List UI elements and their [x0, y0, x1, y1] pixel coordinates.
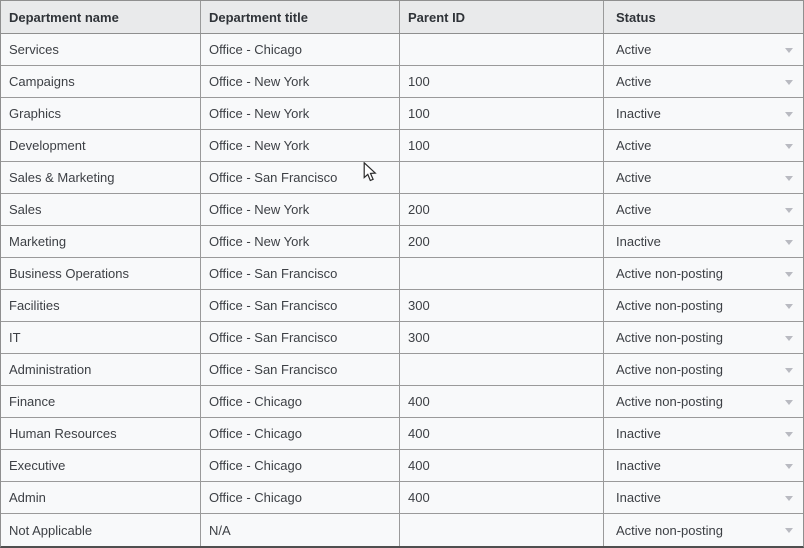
chevron-down-icon [785, 528, 793, 533]
chevron-down-icon [785, 80, 793, 85]
status-select-value: Inactive [616, 106, 661, 121]
parent-id-cell[interactable]: 300 [400, 290, 604, 321]
table-row [1, 514, 803, 546]
status-select[interactable] [604, 34, 803, 65]
table-row [1, 34, 803, 66]
table-header-row [1, 1, 803, 34]
department-title-cell[interactable]: Office - New York [201, 194, 400, 225]
department-name-cell[interactable]: Graphics [1, 98, 201, 129]
department-name-cell[interactable]: Admin [1, 482, 201, 513]
department-name-cell[interactable]: Administration [1, 354, 201, 385]
table-row [1, 354, 803, 386]
table-row [1, 386, 803, 418]
chevron-down-icon [785, 240, 793, 245]
status-select[interactable] [604, 226, 803, 257]
chevron-down-icon [785, 464, 793, 469]
status-select-value: Inactive [616, 234, 661, 249]
department-title-cell[interactable]: Office - New York [201, 130, 400, 161]
status-select[interactable] [604, 322, 803, 353]
chevron-down-icon [785, 176, 793, 181]
chevron-down-icon [785, 336, 793, 341]
table-row [1, 66, 803, 98]
table-body [1, 34, 803, 546]
department-name-cell[interactable]: IT [1, 322, 201, 353]
department-name-cell[interactable]: Sales & Marketing [1, 162, 201, 193]
table-row [1, 162, 803, 194]
table-row [1, 194, 803, 226]
status-select[interactable] [604, 354, 803, 385]
chevron-down-icon [785, 496, 793, 501]
column-header-parent-id: Parent ID [400, 1, 604, 33]
department-name-cell[interactable]: Business Operations [1, 258, 201, 289]
parent-id-cell[interactable]: 100 [400, 98, 604, 129]
department-name-cell[interactable]: Facilities [1, 290, 201, 321]
chevron-down-icon [785, 432, 793, 437]
department-title-cell[interactable]: Office - New York [201, 226, 400, 257]
status-select-value: Active [616, 202, 652, 217]
parent-id-cell[interactable]: 200 [400, 226, 604, 257]
table-row [1, 322, 803, 354]
department-name-cell[interactable]: Sales [1, 194, 201, 225]
status-select-value: Active non-posting [616, 522, 723, 538]
chevron-down-icon [785, 208, 793, 213]
parent-id-cell[interactable] [400, 514, 604, 546]
status-select-value: Inactive [616, 458, 661, 473]
parent-id-cell[interactable]: 400 [400, 482, 604, 513]
status-select[interactable] [604, 194, 803, 225]
table-row [1, 258, 803, 290]
department-title-cell[interactable]: Office - Chicago [201, 34, 400, 65]
parent-id-cell[interactable]: 400 [400, 418, 604, 449]
department-title-cell[interactable]: Office - San Francisco [201, 322, 400, 353]
status-select[interactable] [604, 418, 803, 449]
chevron-down-icon [785, 304, 793, 309]
chevron-down-icon [785, 144, 793, 149]
status-select[interactable] [604, 386, 803, 417]
status-select[interactable] [604, 290, 803, 321]
column-header-department-title: Department title [201, 1, 400, 33]
department-title-cell[interactable]: N/A [201, 514, 400, 546]
parent-id-cell[interactable]: 400 [400, 386, 604, 417]
parent-id-cell[interactable]: 300 [400, 322, 604, 353]
chevron-down-icon [785, 112, 793, 117]
department-name-cell[interactable]: Marketing [1, 226, 201, 257]
table-row [1, 450, 803, 482]
table-row [1, 98, 803, 130]
parent-id-cell[interactable] [400, 162, 604, 193]
status-select-value: Active [616, 170, 652, 185]
chevron-down-icon [785, 272, 793, 277]
parent-id-cell[interactable] [400, 354, 604, 385]
status-select-value: Active non-posting [616, 394, 723, 409]
status-select-value: Inactive [616, 490, 661, 505]
department-name-cell[interactable]: Not Applicable [1, 514, 201, 546]
status-select-value: Active non-posting [616, 362, 723, 377]
department-title-cell[interactable]: Office - San Francisco [201, 162, 400, 193]
status-select-value: Active non-posting [616, 298, 723, 313]
status-select-value: Active [616, 138, 652, 153]
parent-id-cell[interactable]: 100 [400, 66, 604, 97]
table-row [1, 290, 803, 322]
status-select[interactable] [604, 98, 803, 129]
chevron-down-icon [785, 400, 793, 405]
department-title-cell[interactable]: Office - Chicago [201, 450, 400, 481]
parent-id-cell[interactable]: 100 [400, 130, 604, 161]
status-select-value: Inactive [616, 426, 661, 441]
department-name-cell[interactable]: Executive [1, 450, 201, 481]
department-title-cell[interactable]: Office - Chicago [201, 418, 400, 449]
status-select-value: Active non-posting [616, 266, 723, 281]
table-row [1, 130, 803, 162]
table-row [1, 226, 803, 258]
column-header-status: Status [616, 9, 656, 25]
department-title-cell[interactable]: Office - San Francisco [201, 290, 400, 321]
department-title-cell[interactable]: Office - San Francisco [201, 258, 400, 289]
department-title-cell[interactable]: Office - Chicago [201, 386, 400, 417]
department-name-cell[interactable]: Human Resources [1, 418, 201, 449]
status-select-value: Active [616, 74, 652, 89]
status-select[interactable] [604, 130, 803, 161]
department-name-cell[interactable]: Finance [1, 386, 201, 417]
parent-id-cell[interactable] [400, 34, 604, 65]
department-name-cell[interactable]: Development [1, 130, 201, 161]
status-select[interactable] [604, 162, 803, 193]
status-select[interactable] [604, 514, 803, 546]
department-name-cell[interactable]: Services [1, 34, 201, 65]
department-name-cell[interactable]: Campaigns [1, 66, 201, 97]
department-title-cell[interactable]: Office - Chicago [201, 482, 400, 513]
parent-id-cell[interactable] [400, 258, 604, 289]
status-select-value: Active [616, 42, 652, 57]
status-select[interactable] [604, 258, 803, 289]
status-select[interactable] [604, 450, 803, 481]
table-row [1, 482, 803, 514]
department-title-cell[interactable]: Office - New York [201, 66, 400, 97]
department-title-cell[interactable]: Office - San Francisco [201, 354, 400, 385]
chevron-down-icon [785, 48, 793, 53]
department-title-cell[interactable]: Office - New York [201, 98, 400, 129]
chevron-down-icon [785, 368, 793, 373]
parent-id-cell[interactable]: 400 [400, 450, 604, 481]
column-header-department-name: Department name [1, 1, 201, 33]
status-select-value: Active non-posting [616, 330, 723, 345]
table-row [1, 418, 803, 450]
status-select[interactable] [604, 482, 803, 513]
parent-id-cell[interactable]: 200 [400, 194, 604, 225]
status-select[interactable] [604, 66, 803, 97]
